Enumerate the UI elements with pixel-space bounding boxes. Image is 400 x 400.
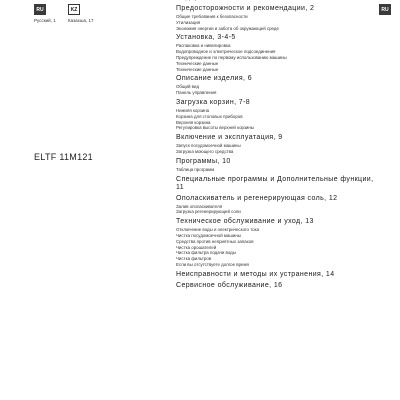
toc-section: [176, 75, 376, 96]
toc-subitem: Чистка фильтра подачи воды: [176, 250, 236, 256]
toc-subitem: Верхняя корзина: [176, 119, 211, 125]
toc-subitem: Таблица программ: [176, 166, 215, 172]
toc-subitem: Загрузка регенерирующей соли: [176, 209, 241, 215]
toc-section-title: Специальные программы и Дополнительные функции, 11: [176, 175, 374, 191]
toc-section-title: Включение и эксплуатация, 9: [176, 134, 283, 142]
toc-subitem: Панель управления: [176, 90, 217, 96]
toc-section-title: Техническое обслуживание и уход, 13: [176, 218, 314, 226]
toc-subitem: Чистка фильтров: [176, 256, 212, 262]
toc-subitem: Экономия энергии и забота об окружающей среде: [176, 25, 279, 31]
toc-subitem: Утилизация: [176, 19, 201, 25]
toc-section: [176, 0, 376, 2]
toc-subitem: Если вы отсутствуете долгое время: [176, 261, 249, 267]
toc-section-title: Неисправности и методы их устранения, 14: [176, 270, 335, 278]
toc-section-title: Ополаскиватель и регенерирующая соль, 12: [176, 194, 338, 202]
lang-label-ru: Русский, 1: [34, 18, 56, 23]
toc-section: [176, 282, 376, 290]
toc-section-title: Предосторожности и рекомендации, 2: [176, 5, 315, 12]
model-number: ELTF 11M121: [34, 152, 93, 162]
toc-section: [176, 134, 376, 155]
toc-subitem: Отключение воды и электрического тока: [176, 227, 260, 233]
toc-section-title: Сервисное обслуживание, 16: [176, 281, 283, 289]
toc-section: [176, 218, 376, 268]
toc-section: [176, 195, 376, 216]
toc-section: [176, 158, 376, 173]
table-of-contents: [176, 0, 376, 293]
toc-subitem: Чистка орошателей: [176, 244, 217, 250]
toc-subitem: Технические данные: [176, 66, 219, 72]
toc-section-title: Программы, 10: [176, 157, 231, 165]
lang-label-kz: Казахша, 17: [68, 18, 94, 23]
toc-section-title: Описание изделия, 6: [176, 75, 253, 83]
toc-section: [176, 176, 376, 192]
toc-section-title: Установка, 3-4-5: [176, 34, 236, 42]
toc-section: [176, 34, 376, 72]
toc-subitem: Технические данные: [176, 60, 219, 66]
toc-subitem: Загрузка моющего средства: [176, 148, 234, 154]
toc-section-title: [176, 0, 376, 2]
toc-subitem: Нижняя корзина: [176, 107, 210, 113]
toc-subitem: Средства против неприятных запахов: [176, 238, 254, 244]
toc-section: [176, 271, 376, 279]
lang-badge-ru: RU: [34, 4, 46, 15]
toc-subitem: Запуск посудомоечной машины: [176, 143, 241, 149]
toc-section: [176, 99, 376, 131]
toc-subitem: Чистка посудомоечной машины: [176, 232, 241, 238]
toc-subitem: Залив ополаскивателя: [176, 203, 223, 209]
toc-subitem: Общий вид: [176, 84, 200, 90]
toc-subitem: Водопроводное и электрическое подсоединения: [176, 49, 276, 55]
toc-subitem: Корзина для столовых приборов: [176, 113, 243, 119]
lang-badge-ru-right: RU: [379, 4, 391, 15]
toc-subitem: Распаковка и нивелировка: [176, 43, 231, 49]
toc-section-title: Загрузка корзин, 7-8: [176, 98, 251, 106]
toc-subitem: Общие требования к безопасности: [176, 14, 248, 19]
toc-subitem: Регулировка высоты верхней корзины: [176, 125, 254, 131]
toc-section: [176, 5, 376, 31]
toc-subitem: Предупреждение по первому использованию машины: [176, 54, 287, 60]
lang-badge-kz: KZ: [68, 4, 80, 15]
